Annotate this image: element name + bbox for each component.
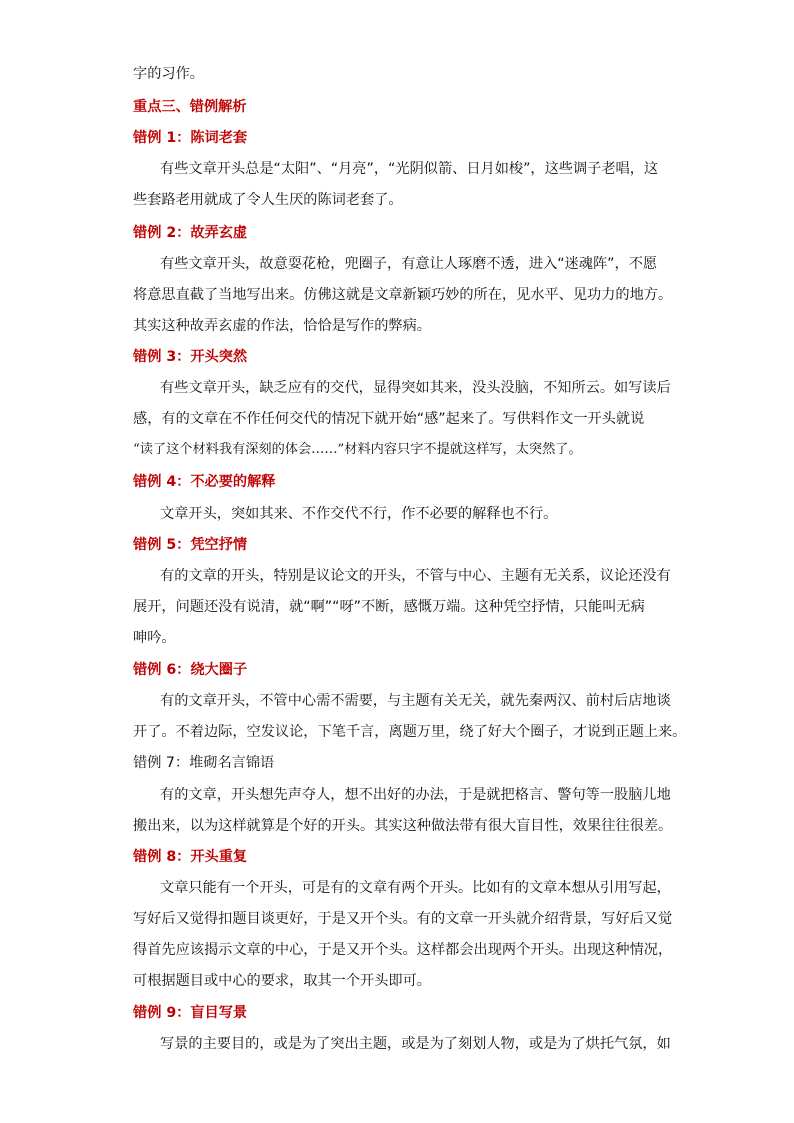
paragraph-line: 呻吟。 [133, 630, 176, 646]
paragraph-line: 字的习作。 [133, 66, 204, 82]
error-example-heading: 错例 7：堆砌名言锦语 [133, 755, 275, 771]
paragraph-line: 有的文章，开头想先声夺人，想不出好的办法，于是就把格言、警句等一股脑儿地 [160, 787, 671, 803]
paragraph-line: 开了。不着边际，空发议论，下笔千言，离题万里，绕了好大个圈子，才说到正题上来。 [133, 724, 687, 740]
paragraph-line: 有的文章开头，不管中心需不需要，与主题有关无关，就先秦两汉、前村后店地谈 [160, 693, 671, 709]
paragraph-line: 些套路老用就成了令人生厌的陈词老套了。 [133, 192, 403, 208]
paragraph-line: 得首先应该揭示文章的中心，于是又开个头。这样都会出现两个开头。出现这种情况， [133, 942, 673, 958]
paragraph-line: 有些文章开头，故意耍花枪，兜圈子，有意让人琢磨不透，进入“迷魂阵”，不愿 [160, 256, 658, 272]
paragraph-line: 文章开头，突如其来、不作交代不行，作不必要的解释也不行。 [160, 506, 558, 522]
paragraph-line: 将意思直截了当地写出来。仿佛这就是文章新颖巧妙的所在，见水平、见功力的地方。 [133, 287, 673, 303]
paragraph-line: 有些文章开头总是“太阳”、“月亮”，“光阴似箭、日月如梭”，这些调子老唱，这 [160, 161, 659, 177]
paragraph-line: 展开，问题还没有说清，就“啊”“呀”不断，感慨万端。这种凭空抒情，只能叫无病 [133, 599, 645, 615]
error-example-heading: 错例 8：开头重复 [133, 849, 248, 865]
paragraph-line: “读了这个材料我有深刻的体会……”材料内容只字不提就这样写，太突然了。 [133, 442, 582, 457]
error-example-heading: 错例 1：陈词老套 [133, 130, 248, 146]
section-heading: 重点三、错例解析 [133, 99, 247, 115]
error-example-heading: 错例 4：不必要的解释 [133, 474, 276, 490]
paragraph-line: 有些文章开头，缺乏应有的交代，显得突如其来，没头没脑，不知所云。如写读后 [160, 380, 671, 396]
paragraph-line: 搬出来，以为这样就算是个好的开头。其实这种做法带有很大盲目性，效果往往很差。 [133, 818, 673, 834]
paragraph-line: 可根据题目或中心的要求，取其一个开头即可。 [133, 973, 431, 989]
paragraph-line: 写好后又觉得扣题目谈更好，于是又开个头。有的文章一开头就介绍背景，写好后又觉 [133, 911, 673, 927]
paragraph-line: 有的文章的开头，特别是议论文的开头，不管与中心、主题有无关系，议论还没有 [160, 568, 671, 584]
paragraph-line: 感，有的文章在不作任何交代的情况下就开始“感”起来了。写供料作文一开头就说 [133, 411, 645, 427]
paragraph-line: 写景的主要目的，或是为了突出主题，或是为了刻划人物，或是为了烘托气氛，如 [160, 1036, 671, 1052]
error-example-heading: 错例 9：盲目写景 [133, 1005, 248, 1021]
error-example-heading: 错例 5：凭空抒情 [133, 537, 248, 553]
error-example-heading: 错例 2：故弄玄虚 [133, 225, 248, 241]
paragraph-line: 文章只能有一个开头，可是有的文章有两个开头。比如有的文章本想从引用写起， [160, 880, 671, 896]
error-example-heading: 错例 6：绕大圈子 [133, 662, 248, 678]
paragraph-line: 其实这种故弄玄虚的作法，恰恰是写作的弊病。 [133, 318, 431, 334]
error-example-heading: 错例 3：开头突然 [133, 349, 248, 365]
